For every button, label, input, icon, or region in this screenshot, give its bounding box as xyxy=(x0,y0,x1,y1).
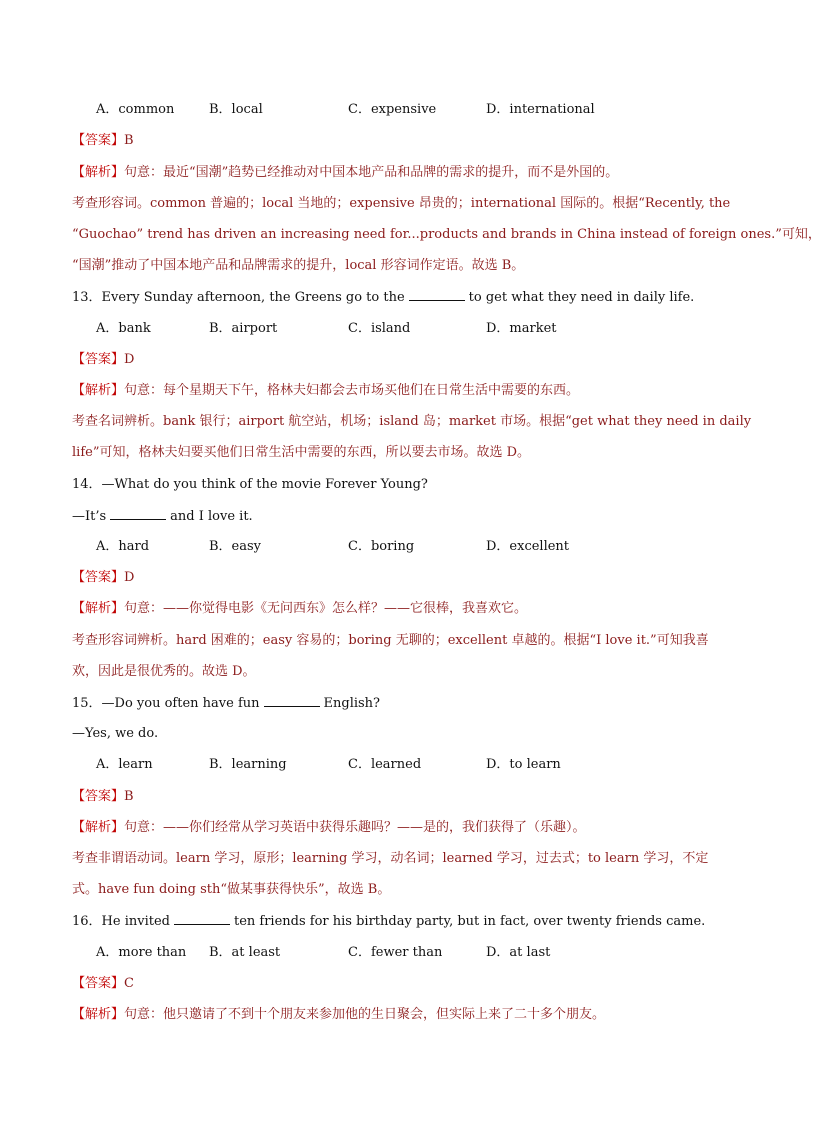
analysis-text: 句意：——你觉得电影《无问西东》怎么样？——它很棒，我喜欢它。 xyxy=(124,601,528,616)
q15-option-c: C．learned xyxy=(348,757,422,772)
answer-blank xyxy=(110,505,166,520)
q14-options xyxy=(72,536,722,558)
stem-text: 15．—Do you often have fun xyxy=(72,696,260,711)
stem-text: ten friends for his birthday party, but in fact, over twenty friends came. xyxy=(233,914,706,929)
q14-option-c: C．boring xyxy=(348,539,415,554)
q13-option-d: D．market xyxy=(486,321,557,336)
q12-option-a: A．common xyxy=(96,102,175,117)
answer-value: D xyxy=(124,352,135,367)
q14-analysis-line-3: 欢，因此是很优秀的。故选 D。 xyxy=(72,664,256,679)
stem-text: 16．He invited xyxy=(72,914,170,929)
stem-text: and I love it. xyxy=(170,509,253,524)
answer-blank xyxy=(174,910,230,925)
q14-option-d: D．excellent xyxy=(486,539,570,554)
q12-analysis-line-3: “Guochao” trend has driven an increasing need for...products and brands in China instead of foreign ones.”可知， xyxy=(72,227,821,242)
stem-text: to get what they need in daily life. xyxy=(468,290,695,305)
answer-tag: 【答案】 xyxy=(72,976,125,991)
q13-option-b: B．airport xyxy=(209,321,278,336)
q14-analysis-line-2: 考查形容词辨析。hard 困难的；easy 容易的；boring 无聊的；excellent 卓越的。根据“I love it.”可知我喜 xyxy=(72,633,709,648)
q12-analysis-line-4: “国潮”推动了中国本地产品和品牌需求的提升，local 形容词作定语。故选 B。 xyxy=(72,258,525,273)
q14-option-b: B．easy xyxy=(209,539,262,554)
answer-tag: 【答案】 xyxy=(72,352,125,367)
stem-text: 13．Every Sunday afternoon, the Greens go to the xyxy=(72,290,405,305)
q16-option-c: C．fewer than xyxy=(348,945,443,960)
q12-options xyxy=(72,99,722,121)
stem-text: English? xyxy=(323,696,381,711)
q12-option-c: C．expensive xyxy=(348,102,437,117)
answer-value: C xyxy=(124,976,134,991)
q12-analysis-line-1 xyxy=(72,162,722,184)
q15-answer xyxy=(72,786,722,808)
analysis-text: 句意：每个星期天下午，格林夫妇都会去市场买他们在日常生活中需要的东西。 xyxy=(124,383,580,398)
answer-value: B xyxy=(124,133,134,148)
q13-option-c: C．island xyxy=(348,321,411,336)
q13-analysis-line-1 xyxy=(72,380,722,402)
q14-option-a: A．hard xyxy=(96,539,150,554)
q13-stem xyxy=(72,286,722,308)
stem-text: —It’s xyxy=(72,509,107,524)
q14-analysis-line-1 xyxy=(72,598,722,620)
answer-tag: 【答案】 xyxy=(72,570,125,585)
q13-answer xyxy=(72,349,722,371)
analysis-text: 句意：最近“国潮”趋势已经推动对中国本地产品和品牌的需求的提升，而不是外国的。 xyxy=(124,165,619,180)
answer-tag: 【答案】 xyxy=(72,133,125,148)
q15-analysis-line-3: 式。have fun doing sth“做某事获得快乐”，故选 B。 xyxy=(72,882,391,897)
q16-option-b: B．at least xyxy=(209,945,281,960)
q13-option-a: A．bank xyxy=(96,321,151,336)
q15-option-d: D．to learn xyxy=(486,757,561,772)
q15-analysis-line-2: 考查非谓语动词。learn 学习，原形；learning 学习，动名词；learned 学习，过去式；to learn 学习，不定 xyxy=(72,851,709,866)
analysis-text: 句意：他只邀请了不到十个朋友来参加他的生日聚会，但实际上来了二十多个朋友。 xyxy=(124,1007,606,1022)
analysis-tag: 【解析】 xyxy=(72,165,125,180)
q16-answer xyxy=(72,973,722,995)
q16-analysis-line-1 xyxy=(72,1004,722,1026)
q16-options xyxy=(72,942,722,964)
q15-options xyxy=(72,754,722,776)
answer-value: D xyxy=(124,570,135,585)
analysis-text: 句意：——你们经常从学习英语中获得乐趣吗？——是的，我们获得了（乐趣）。 xyxy=(124,820,586,835)
q13-analysis-line-3: life”可知，格林夫妇要买他们日常生活中需要的东西，所以要去市场。故选 D。 xyxy=(72,445,531,460)
analysis-tag: 【解析】 xyxy=(72,601,125,616)
q16-option-a: A．more than xyxy=(96,945,187,960)
analysis-tag: 【解析】 xyxy=(72,1007,125,1022)
q12-answer xyxy=(72,130,722,152)
q15-stem-line-1 xyxy=(72,692,722,714)
q12-analysis-line-2: 考查形容词。common 普遍的；local 当地的；expensive 昂贵的；international 国际的。根据“Recently, the xyxy=(72,196,731,211)
q12-option-b: B．local xyxy=(209,102,263,117)
answer-value: B xyxy=(124,789,134,804)
q16-option-d: D．at last xyxy=(486,945,551,960)
q14-stem-line-2 xyxy=(72,505,722,527)
q16-stem xyxy=(72,910,722,932)
answer-blank xyxy=(409,286,465,301)
answer-tag: 【答案】 xyxy=(72,789,125,804)
q15-option-b: B．learning xyxy=(209,757,287,772)
q13-analysis-line-2: 考查名词辨析。bank 银行；airport 航空站，机场；island 岛；market 市场。根据“get what they need in daily xyxy=(72,414,752,429)
q12-option-d: D．international xyxy=(486,102,595,117)
q15-analysis-line-1 xyxy=(72,817,722,839)
q15-stem-line-2: —Yes, we do. xyxy=(72,726,159,741)
analysis-tag: 【解析】 xyxy=(72,820,125,835)
analysis-tag: 【解析】 xyxy=(72,383,125,398)
answer-blank xyxy=(264,692,320,707)
q14-stem-line-1: 14．—What do you think of the movie Forever Young? xyxy=(72,477,428,492)
q14-answer xyxy=(72,567,722,589)
q15-option-a: A．learn xyxy=(96,757,153,772)
q13-options xyxy=(72,318,722,340)
